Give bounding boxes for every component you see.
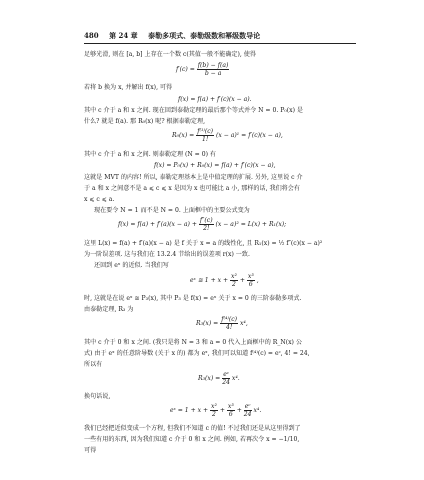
equation-rhs: x⁴. (231, 375, 240, 382)
equation-lhs: eˣ ≅ 1 + x + (190, 277, 229, 284)
equation-r3 (196, 316, 248, 331)
equation-lhs: f′(c) = (176, 66, 195, 73)
text-line: 时, 这就是在说 eˣ ≅ P₃(x), 其中 P₃ 是 f(x) = eˣ 关于 x = 0 的三阶泰勒多项式. (84, 295, 302, 302)
text-line: 所以有 (84, 361, 103, 368)
numerator: x³ (247, 273, 254, 280)
denominator: 2 (212, 411, 216, 418)
numerator: f(b) − f(a) (197, 62, 229, 69)
text-line: 由泰勒定理, R₃ 为 (84, 306, 134, 313)
running-header (84, 32, 354, 42)
text-line: 现在要令 N = 1 而不是 N = 0. 上面框中的主要公式变为 (94, 207, 250, 214)
text-line: 其中 c 介于 0 和 x 之间. (我只是将 N = 3 和 a = 0 代入上面框中的 R_N(x) 公 (84, 339, 302, 346)
fraction (244, 403, 252, 418)
denominator: 6 (228, 411, 233, 418)
denominator: b − a (204, 70, 222, 77)
page-number: 480 (84, 31, 99, 40)
punctuation: , (256, 277, 259, 284)
numerator: f⁽¹⁾(c) (197, 128, 214, 135)
header-rule (84, 43, 356, 44)
equation-lhs: R₃(x) = (198, 375, 221, 382)
equation-approx (190, 273, 259, 288)
denominator: 2 (232, 281, 236, 288)
equation-lhs: eˣ = 1 + x + (170, 407, 209, 414)
fraction (197, 62, 230, 77)
equation: f(x) = f(a) + f′(c)(x − a). (178, 96, 252, 103)
text-line: 足够光滑, 则在 [a, b] 上存在一个数 c(其值一般不能确定), 使得 (84, 51, 256, 58)
fraction (220, 316, 238, 331)
text-line: 一些有用的东西, 因为我们知道 c 介于 0 和 x 之间. 例如, 若再次令 x = −1/10, (84, 436, 300, 443)
fraction (227, 403, 235, 418)
fraction (222, 371, 230, 386)
plus-sign: + (239, 277, 245, 284)
text-line: 若将 b 换为 x, 并解出 f(x), 可得 (84, 84, 173, 91)
equation-mvt (176, 62, 229, 77)
text-line: 为一阶误差项. 这与我们在 13.2.4 节给出的误差项 r(x) 一致. (84, 251, 250, 258)
fraction (247, 273, 255, 288)
denominator: 4! (225, 324, 233, 331)
equation-taylor-n1 (118, 217, 286, 232)
denominator: 24 (222, 379, 230, 386)
numerator: x³ (227, 403, 234, 410)
text-line: 这里 L(x) = f(a) + f′(a)(x − a) 是 f 关于 x = a 的线性化, 且 R₁(x) = ½ f″(c)(x − a)² (84, 240, 323, 247)
equation-lhs: f(x) = f(a) + f′(a)(x − a) + (118, 221, 197, 228)
equation: f(x) = P₀(x) + R₀(x) = f(a) + f′(c)(x − a), (154, 162, 276, 169)
text-line: 这就是 MVT 的内容! 所以, 泰勒定理基本上是中值定理的扩展. 另外, 这里说 c 介 (84, 174, 303, 181)
numerator: f″(c) (199, 217, 213, 224)
chapter-label: 第 24 章 (109, 31, 138, 40)
equation-rhs: (x − a)² = L(x) + R₁(x); (215, 221, 287, 228)
equation-lhs: R₀(x) = (172, 132, 195, 139)
numerator: eᶜ (244, 403, 251, 410)
equation-ex-exact (170, 403, 261, 418)
fraction (230, 273, 238, 288)
text-line: 其中 c 介于 a 和 x 之间. 现在回到泰勒定理的最后那个等式并令 N = 0. P₀(x) 是 (84, 107, 303, 114)
denominator: 6 (248, 281, 253, 288)
text-line: 其中 c 介于 a 和 x 之间. 则泰勒定理 (N = 0) 有 (84, 151, 217, 158)
fraction (196, 128, 214, 143)
text-line: 我们已经把近似变成一个方程, 但我们不知道 c 的值! 不过我们还是从这里得到了 (84, 425, 301, 432)
equation-lhs: R₃(x) = (196, 320, 219, 327)
text-line: 什么? 就是 f(a). 那 R₀(x) 呢? 根据泰勒定理, (84, 118, 206, 125)
denominator: 2! (203, 225, 210, 232)
fraction (210, 403, 218, 418)
equation-remainder (172, 128, 283, 143)
equation-rhs: x⁴. (253, 407, 262, 414)
numerator: f⁽⁴⁾(c) (221, 316, 238, 323)
plus-sign: + (236, 407, 242, 414)
text-line: 换句话说, (84, 393, 111, 400)
numerator: x² (231, 273, 237, 280)
denominator: 1! (201, 136, 209, 143)
equation-rhs: (x − a)¹ = f′(c)(x − a), (216, 132, 283, 139)
fraction (199, 217, 214, 232)
text-line: 可得 (84, 447, 97, 454)
plus-sign: + (219, 407, 225, 414)
text-line: 于 a 和 x 之间意不是 a ⩽ c ⩽ x 是因为 x 也可能比 a 小, 那样的话, 我们将会有 (84, 185, 300, 192)
numerator: eᶜ (223, 371, 229, 378)
numerator: x² (211, 403, 217, 410)
denominator: 24 (243, 411, 252, 418)
chapter-title: 泰勒多项式、泰勒级数和幂级数导论 (148, 31, 261, 40)
text-line: 式) 由于 eˣ 的任意阶导数 (关于 x 的) 都为 eˣ, 我们可以知道 f⁽⁴⁾(c) = eᶜ, 4! = 24, (84, 350, 310, 357)
text-line: 还回到 eˣ 的近似. 当我们写 (94, 262, 169, 269)
equation-rhs: x⁴, (240, 320, 248, 327)
text-line: x ⩽ c ⩽ a. (84, 196, 115, 203)
equation-r3-exp (198, 371, 240, 386)
